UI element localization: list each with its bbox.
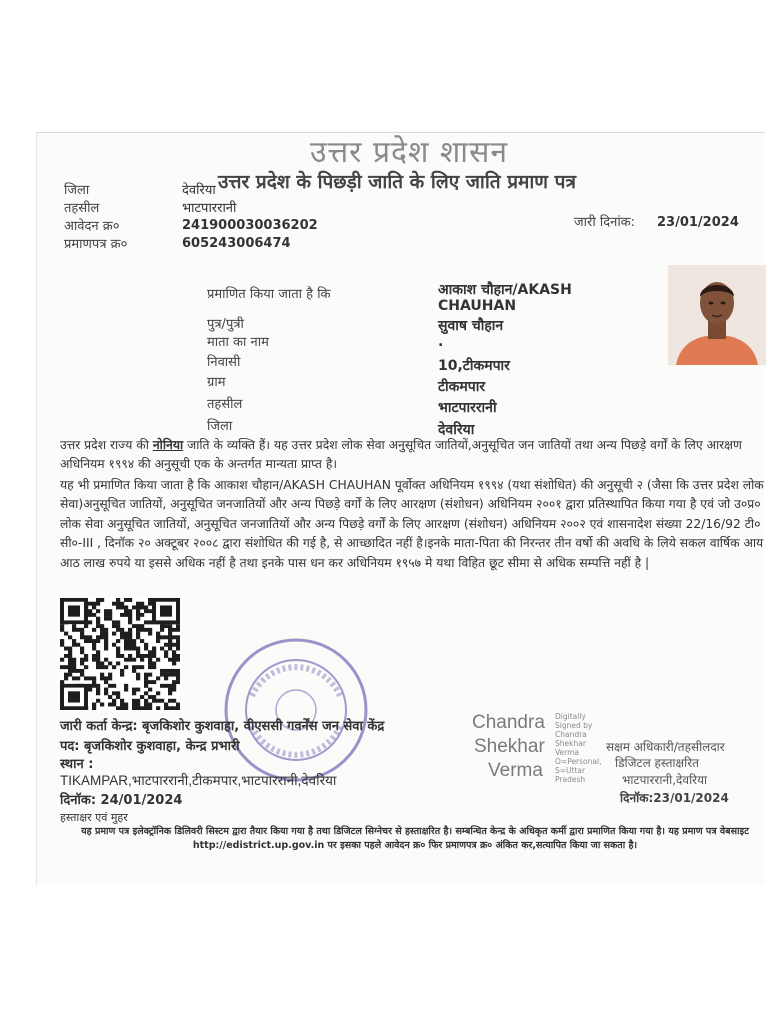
signer-first-name: Chandra <box>472 712 545 733</box>
village-label: ग्राम <box>207 375 226 390</box>
caste-paragraph-text-a: उत्तर प्रदेश राज्य की <box>60 438 153 452</box>
signer-middle-name: Shekhar <box>474 736 545 757</box>
authority-title: सक्षम अधिकारी/तहसीलदार <box>606 740 725 754</box>
sign-label: हस्ताक्षर एवं मुहर <box>60 811 128 824</box>
application-number-value: 241900030036202 <box>182 218 318 233</box>
place-label: स्थान : <box>60 757 94 772</box>
district-value: देवरिया <box>182 183 216 198</box>
issuing-center: जारी कर्ता केन्द्र: बृजकिशोर कुशवाहा, वीएससी गवर्नेंस जन सेवा केंद्र <box>60 719 385 734</box>
field-tehsil-label: तहसील <box>207 397 243 412</box>
mother-label: माता का नाम <box>207 335 269 350</box>
official-seal <box>222 636 370 784</box>
parent-label: पुत्र/पुत्री <box>207 317 244 332</box>
district-label: जिला <box>64 183 90 198</box>
issuer-date: दिनॉक: 24/01/2024 <box>60 793 183 808</box>
caste-paragraph <box>60 436 766 475</box>
holder-name-line2: CHAUHAN <box>438 298 517 314</box>
tehsil-label: तहसील <box>64 201 100 216</box>
govt-heading: उत्तर प्रदेश शासन <box>310 135 509 170</box>
resident-value: 10,टीकमपार <box>438 358 510 374</box>
authority-date: दिनॉक:23/01/2024 <box>620 791 729 805</box>
mother-value: . <box>438 334 444 350</box>
field-tehsil-value: भाटपाररानी <box>438 400 497 416</box>
certificate-number-label: प्रमाणपत्र क्र० <box>64 237 128 252</box>
footer-note: यह प्रमाण पत्र इलेक्ट्रॉनिक डिलिवरी सिस्टम द्वारा तैयार किया गया है तथा डिजिटल सिग्नेचर से हस्ताक्षरित है। सम्बन्धित केन्द्र के अधिकृत कर्मी द्वारा प्रमाणित किया गया है। यह प्रमाण पत्र वेबसाइट http://edistrict.up.gov.in पर इसका पहले आवेदन क्र० फिर प्रमाणपत्र क्र० अंकित कर,सत्यापित किया जा सकता है। <box>81 826 749 851</box>
certify-label: प्रमाणित किया जाता है कि <box>207 287 331 302</box>
issuer-post: पद: बृजकिशोर कुशवाहा, केन्द्र प्रभारी <box>60 739 240 754</box>
certificate-title: उत्तर प्रदेश के पिछड़ी जाति के लिए जाति प्रमाण पत्र <box>218 171 576 193</box>
place-value: TIKAMPAR,भाटपाररानी,टीकमपार,भाटपाररानी,देवरिया <box>60 773 337 788</box>
certificate-number-value: 605243006474 <box>182 236 291 251</box>
authority-sign: डिजिटल हस्ताक्षरित <box>615 756 699 770</box>
caste-paragraph-text-b: जाति के व्यक्ति हैं। यह उत्तर प्रदेश लोक सेवा अनुसूचित जातियों,अनुसूचित जन जातियों तथा अन्य पिछड़े वर्गों के लिए आरक्षण अधिनियम १९९४ की अनुसूची एक के अन्तर्गत मान्यता प्राप्त है। <box>60 438 742 472</box>
tehsil-value: भाटपाररानी <box>182 201 237 216</box>
authority-place: भाटपाररानी,देवरिया <box>622 773 708 787</box>
qr-code[interactable] <box>60 598 180 710</box>
applicant-photo <box>668 265 766 365</box>
village-value: टीकमपार <box>438 379 486 395</box>
parent-value: सुवाष चौहान <box>438 318 504 334</box>
field-district-value: देवरिया <box>438 422 475 438</box>
holder-name-line1: आकाश चौहान/AKASH <box>438 282 572 298</box>
application-number-label: आवेदन क्र० <box>64 219 120 234</box>
field-district-label: जिला <box>207 419 233 434</box>
digital-signature-details: Digitally Signed by Chandra Shekhar Verma O=Personal, S=Uttar Pradesh <box>555 712 602 784</box>
signer-last-name: Verma <box>488 760 543 781</box>
certification-paragraph: यह भी प्रमाणित किया जाता है कि आकाश चौहान/AKASH CHAUHAN पूर्वोक्त अधिनियम १९९४ (यथा संशोधित) की अनुसूची २ (जैसा कि उत्तर प्रदेश लोक सेवा)अनुसूचित जातियों, अनुसूचित जनजातियों और अन्य पिछड़े वर्गों के लिए आरक्षण (संशोधन) अधिनियम २००१ द्वारा प्रतिस्थापित किया गया है एवं जो उ०प्र० लोक सेवा अनुसूचित जातियों, अनुसूचित जनजातियों और अन्य पिछड़े वर्गों के लिए आरक्षण (संशोधन) अधिनियम २००२ एवं शासनादेश संख्या 22/16/92 टी० सी०-III , दिनॉक २० अक्टूबर २००८ द्वारा संशोधित की गई है, से आच्छादित नहीं है।इनके माता-पिता की निरन्तर तीन वर्षो की अवधि के लिये सकल वार्षिक आय आठ लाख रुपये या इससे अधिक नहीं है तथा इनके पास धन कर अधिनियम १९५७ मे यथा विहित छूट सीमा से अधिक सम्पत्ति नहीं है | <box>60 478 764 570</box>
issue-date-label: जारी दिनांक: <box>574 215 636 230</box>
issue-date-value: 23/01/2024 <box>657 215 739 230</box>
resident-label: निवासी <box>207 355 241 370</box>
caste-name: नोनिया <box>152 438 184 452</box>
